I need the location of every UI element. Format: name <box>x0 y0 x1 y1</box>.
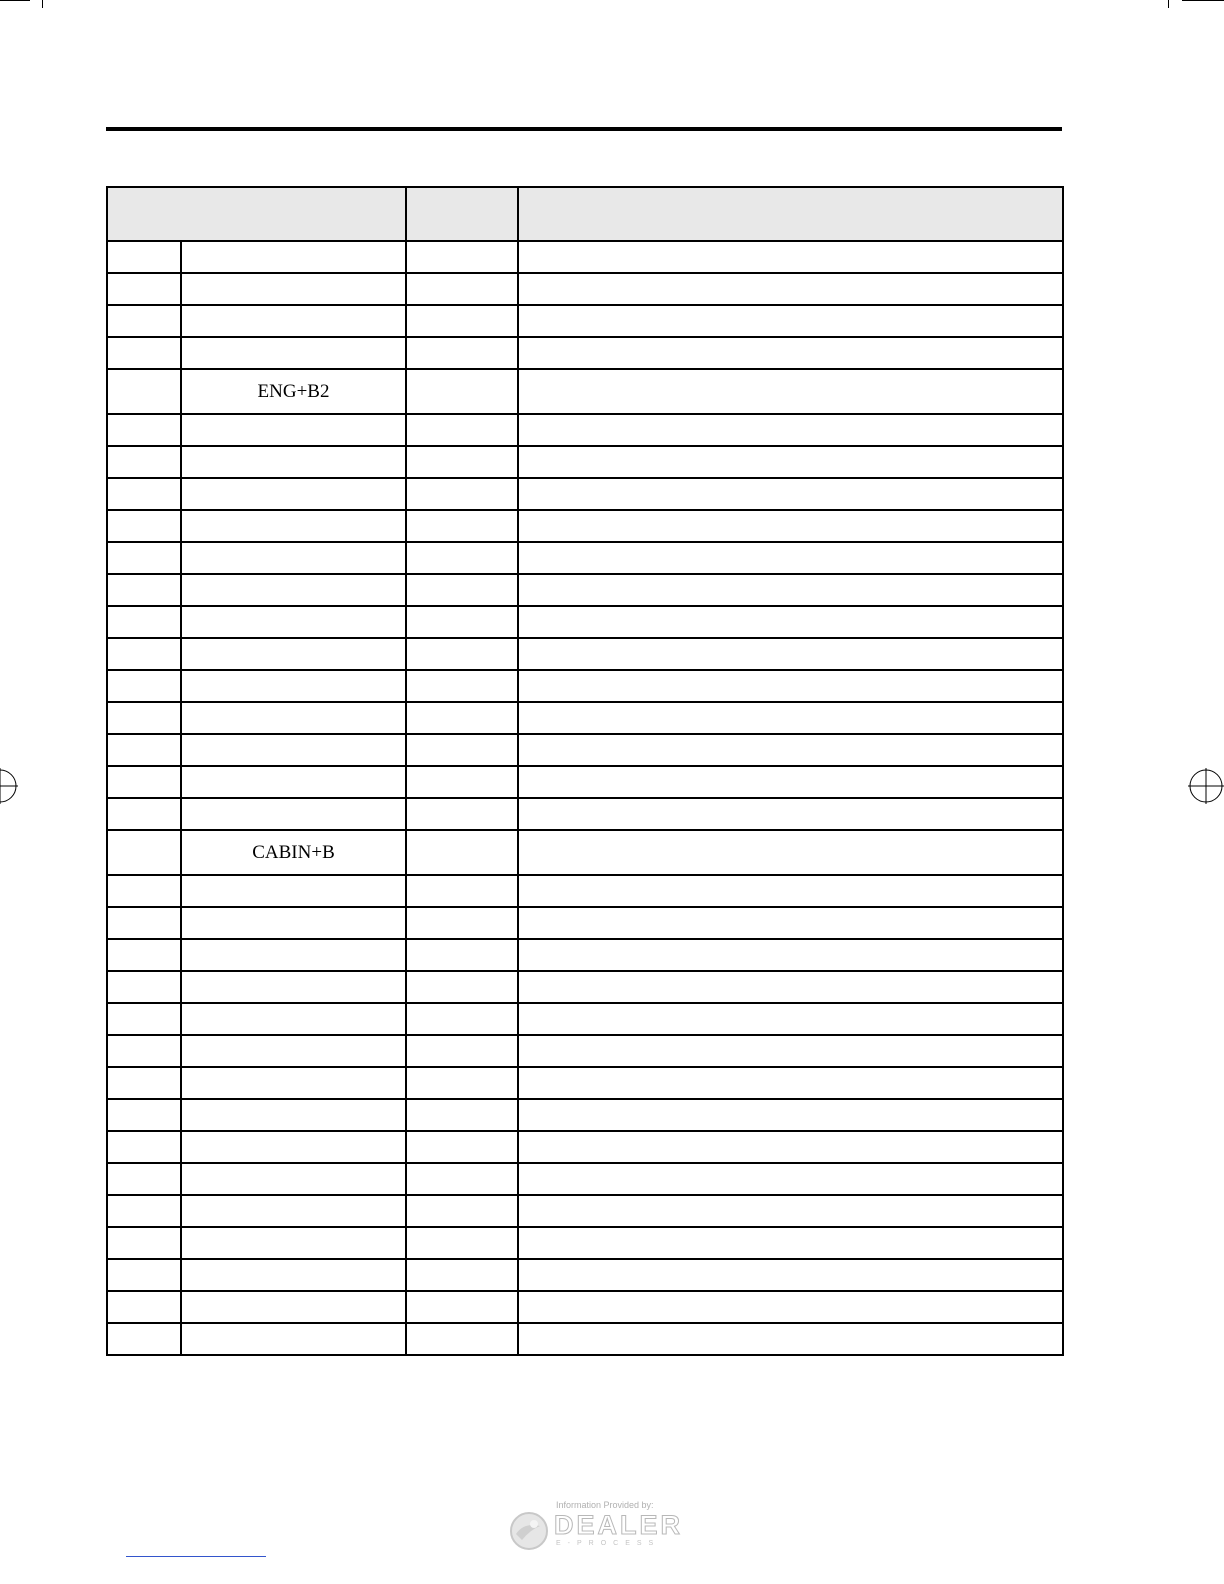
amperage-cell <box>406 670 518 702</box>
table-row <box>107 1291 1063 1323</box>
amperage-cell <box>406 766 518 798</box>
fuse-label-cell <box>181 1291 406 1323</box>
watermark-subword: E-PROCESS <box>556 1540 661 1547</box>
table-row <box>107 1067 1063 1099</box>
description-cell <box>518 875 1063 907</box>
amperage-cell <box>406 1323 518 1355</box>
fuse-number-cell <box>107 798 181 830</box>
fuse-number-cell <box>107 638 181 670</box>
description-cell <box>518 414 1063 446</box>
amperage-cell <box>406 305 518 337</box>
fuse-label-cell <box>181 1035 406 1067</box>
description-cell <box>518 1323 1063 1355</box>
fuse-label-cell <box>181 337 406 369</box>
fuse-label-cell <box>181 798 406 830</box>
amperage-cell <box>406 702 518 734</box>
amperage-cell <box>406 1163 518 1195</box>
dealer-watermark-logo <box>508 1498 698 1554</box>
fuse-label-cell <box>181 702 406 734</box>
header-rule <box>106 127 1062 131</box>
fuse-label-cell <box>181 1131 406 1163</box>
fuse-label-cell <box>181 1067 406 1099</box>
table-row <box>107 830 1063 875</box>
amperage-cell <box>406 1195 518 1227</box>
amperage-cell <box>406 241 518 273</box>
description-cell <box>518 478 1063 510</box>
fuse-number-cell <box>107 1195 181 1227</box>
table-row <box>107 798 1063 830</box>
fuse-label-cell <box>181 478 406 510</box>
fuse-number-cell <box>107 907 181 939</box>
description-cell <box>518 1227 1063 1259</box>
fuse-label-cell <box>181 939 406 971</box>
table-row <box>107 638 1063 670</box>
table-row <box>107 241 1063 273</box>
fuse-number-cell <box>107 273 181 305</box>
amperage-cell <box>406 939 518 971</box>
amperage-cell <box>406 478 518 510</box>
description-cell <box>518 798 1063 830</box>
watermark-caption: Information Provided by: <box>556 1500 654 1510</box>
registration-mark-right <box>1188 768 1224 804</box>
description-cell <box>518 702 1063 734</box>
amperage-cell <box>406 1067 518 1099</box>
description-cell <box>518 670 1063 702</box>
amperage-cell <box>406 446 518 478</box>
fuse-number-cell <box>107 1099 181 1131</box>
description-cell <box>518 542 1063 574</box>
fuse-label-cell <box>181 971 406 1003</box>
header-cell-amperage <box>406 187 518 241</box>
description-cell <box>518 606 1063 638</box>
fuse-label-cell: CABIN+B <box>181 830 406 875</box>
description-cell <box>518 1195 1063 1227</box>
description-cell <box>518 939 1063 971</box>
table-row <box>107 971 1063 1003</box>
table-row <box>107 1003 1063 1035</box>
description-cell <box>518 369 1063 414</box>
table-row <box>107 510 1063 542</box>
description-cell <box>518 1099 1063 1131</box>
amperage-cell <box>406 1291 518 1323</box>
fuse-number-cell <box>107 875 181 907</box>
globe-badge-icon <box>508 1510 550 1552</box>
amperage-cell <box>406 1131 518 1163</box>
fuse-label-cell <box>181 1227 406 1259</box>
description-cell <box>518 734 1063 766</box>
fuse-label-cell <box>181 241 406 273</box>
fuse-number-cell <box>107 939 181 971</box>
description-cell <box>518 1067 1063 1099</box>
fuse-number-cell <box>107 574 181 606</box>
fuse-label-cell <box>181 1099 406 1131</box>
fuse-label-cell <box>181 1003 406 1035</box>
table-row <box>107 766 1063 798</box>
amperage-cell <box>406 638 518 670</box>
fuse-label-cell <box>181 606 406 638</box>
fuse-label-cell <box>181 510 406 542</box>
fuse-label-cell <box>181 1195 406 1227</box>
description-cell <box>518 510 1063 542</box>
amperage-cell <box>406 369 518 414</box>
amperage-cell <box>406 875 518 907</box>
description-cell <box>518 446 1063 478</box>
amperage-cell <box>406 830 518 875</box>
fuse-number-cell <box>107 1131 181 1163</box>
amperage-cell <box>406 337 518 369</box>
fuse-label-cell <box>181 542 406 574</box>
table-row <box>107 606 1063 638</box>
table-row <box>107 1099 1063 1131</box>
fuse-label-cell: ENG+B2 <box>181 369 406 414</box>
amperage-cell <box>406 542 518 574</box>
table-row <box>107 734 1063 766</box>
fuse-label-cell <box>181 670 406 702</box>
table-row <box>107 875 1063 907</box>
table-row <box>107 414 1063 446</box>
fuse-number-cell <box>107 414 181 446</box>
fuse-number-cell <box>107 971 181 1003</box>
crop-mark-top-left-vertical <box>42 0 43 8</box>
fuse-number-cell <box>107 369 181 414</box>
table-row <box>107 1163 1063 1195</box>
fuse-label-cell <box>181 273 406 305</box>
fuse-number-cell <box>107 446 181 478</box>
table-row <box>107 574 1063 606</box>
fuse-number-cell <box>107 670 181 702</box>
description-cell <box>518 337 1063 369</box>
description-cell <box>518 1163 1063 1195</box>
description-cell <box>518 1291 1063 1323</box>
crop-mark-top-right-vertical <box>1168 0 1169 8</box>
description-cell <box>518 830 1063 875</box>
fuse-number-cell <box>107 1227 181 1259</box>
description-cell <box>518 1003 1063 1035</box>
fuse-label-cell <box>181 574 406 606</box>
amperage-cell <box>406 414 518 446</box>
fuse-label-cell <box>181 875 406 907</box>
description-cell <box>518 273 1063 305</box>
amperage-cell <box>406 273 518 305</box>
fuse-number-cell <box>107 510 181 542</box>
table-row <box>107 478 1063 510</box>
header-cell-fuse <box>107 187 406 241</box>
fuse-number-cell <box>107 305 181 337</box>
footer-link-underline[interactable] <box>126 1556 266 1557</box>
amperage-cell <box>406 907 518 939</box>
table-row <box>107 337 1063 369</box>
description-cell <box>518 305 1063 337</box>
description-cell <box>518 574 1063 606</box>
table-row <box>107 305 1063 337</box>
amperage-cell <box>406 798 518 830</box>
fuse-label-cell <box>181 1259 406 1291</box>
fuse-number-cell <box>107 1003 181 1035</box>
fuse-number-cell <box>107 1163 181 1195</box>
fuse-number-cell <box>107 1035 181 1067</box>
fuse-label-cell <box>181 414 406 446</box>
registration-mark-left <box>0 768 18 804</box>
table-row <box>107 273 1063 305</box>
fuse-number-cell <box>107 606 181 638</box>
table-header-row <box>107 187 1063 241</box>
fuse-number-cell <box>107 542 181 574</box>
fuse-number-cell <box>107 337 181 369</box>
fuse-number-cell <box>107 1067 181 1099</box>
amperage-cell <box>406 1003 518 1035</box>
table-body <box>107 241 1063 1355</box>
description-cell <box>518 907 1063 939</box>
fuse-number-cell <box>107 1323 181 1355</box>
table-row <box>107 939 1063 971</box>
description-cell <box>518 1131 1063 1163</box>
table-row <box>107 1035 1063 1067</box>
fuse-label-cell <box>181 1323 406 1355</box>
table-row <box>107 1195 1063 1227</box>
fuse-number-cell <box>107 241 181 273</box>
fuse-number-cell <box>107 830 181 875</box>
table-row <box>107 907 1063 939</box>
fuse-label-cell <box>181 446 406 478</box>
fuse-label-cell <box>181 638 406 670</box>
header-cell-description <box>518 187 1063 241</box>
table-row <box>107 542 1063 574</box>
description-cell <box>518 1259 1063 1291</box>
table-row <box>107 1323 1063 1355</box>
fuse-label-cell <box>181 734 406 766</box>
description-cell <box>518 1035 1063 1067</box>
fuse-number-cell <box>107 702 181 734</box>
table-row <box>107 1259 1063 1291</box>
amperage-cell <box>406 1227 518 1259</box>
table-row <box>107 1227 1063 1259</box>
fuse-number-cell <box>107 1259 181 1291</box>
amperage-cell <box>406 606 518 638</box>
watermark-wordmark: DEALER <box>554 1510 684 1540</box>
description-cell <box>518 241 1063 273</box>
description-cell <box>518 766 1063 798</box>
fuse-table <box>106 186 1064 1356</box>
crop-mark-top-left <box>0 0 30 1</box>
fuse-label-cell <box>181 1163 406 1195</box>
amperage-cell <box>406 1099 518 1131</box>
fuse-number-cell <box>107 1291 181 1323</box>
crop-mark-top-right <box>1182 0 1224 1</box>
amperage-cell <box>406 734 518 766</box>
fuse-label-cell <box>181 766 406 798</box>
description-cell <box>518 971 1063 1003</box>
fuse-number-cell <box>107 766 181 798</box>
fuse-label-cell <box>181 907 406 939</box>
fuse-number-cell <box>107 734 181 766</box>
table-row <box>107 702 1063 734</box>
table-row <box>107 369 1063 414</box>
fuse-number-cell <box>107 478 181 510</box>
amperage-cell <box>406 1259 518 1291</box>
table-row <box>107 1131 1063 1163</box>
table-row <box>107 670 1063 702</box>
amperage-cell <box>406 971 518 1003</box>
table-row <box>107 446 1063 478</box>
fuse-label-cell <box>181 305 406 337</box>
amperage-cell <box>406 1035 518 1067</box>
amperage-cell <box>406 574 518 606</box>
amperage-cell <box>406 510 518 542</box>
description-cell <box>518 638 1063 670</box>
